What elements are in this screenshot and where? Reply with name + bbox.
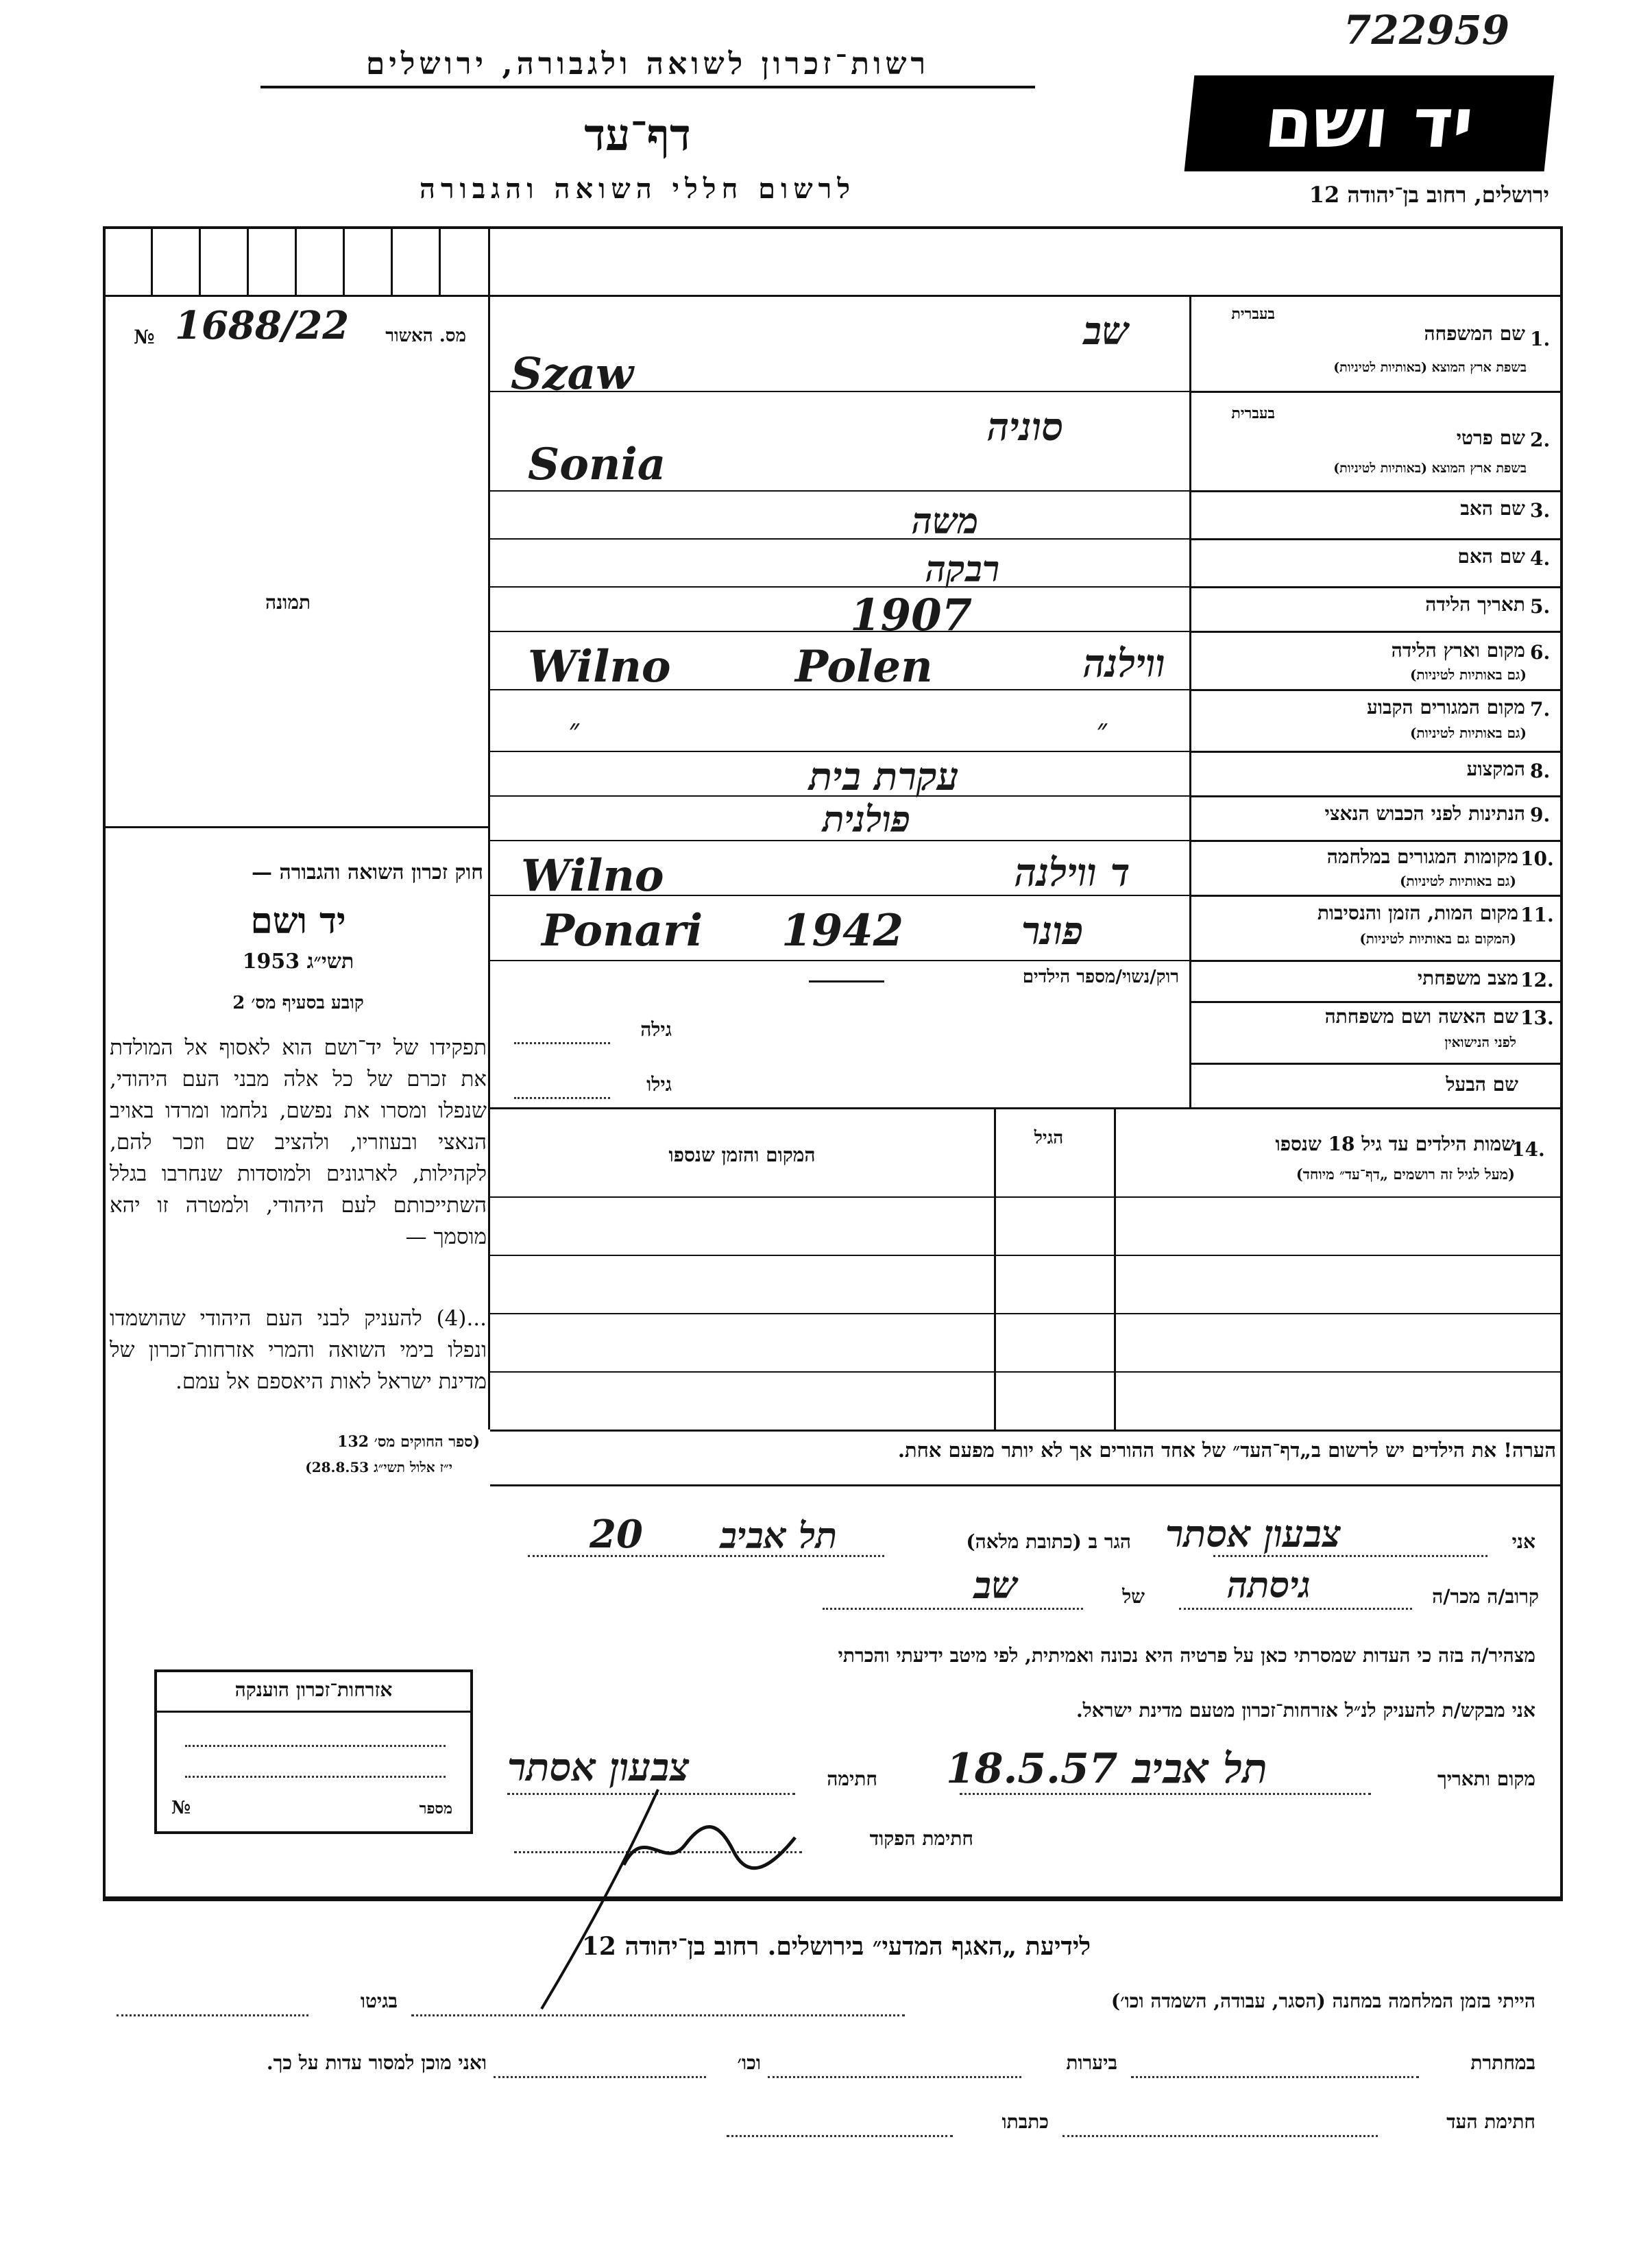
signature-label: חתימה [827,1768,877,1790]
children-col-divider-2 [1114,1107,1116,1430]
ghetto-line [117,2014,308,2016]
place-date-value: תל אביב 18.5.57 [946,1745,1268,1793]
law-reference-1: (ספר החוקים מס׳ 132 [337,1433,480,1451]
field-8-value: עקרת בית [809,754,959,799]
declarant-signature: צבעון אסתר [507,1745,690,1790]
law-heading: חוק זכרון השואה והגבורה — [252,860,483,884]
relation-line [1179,1608,1412,1610]
cell-divider [199,226,201,295]
law-paragraph-2: ...(4) להעניק לבני העם היהודי שהושמדו ונפלו בימי השואה והמרי אזרחות־זכרון של מדינת ישראל לאות היאספם אל עמם. [110,1306,487,1394]
relation-value: גיסתה [1227,1565,1311,1606]
underground-line [1131,2076,1419,2078]
field-12-number: 12. [1520,969,1554,991]
ghetto-label: בגיטו [360,1990,398,2012]
husband-label: שם הבעל [1446,1073,1518,1096]
field-2-number: 2. [1530,429,1551,451]
children-row-line [490,1313,1563,1314]
camp-line [411,2014,905,2016]
children-row-line [490,1255,1563,1256]
field-line [1189,795,1563,797]
law-year: תשי״ג 1953 [242,950,354,974]
law-section: קובע בסעיף מס׳ 2 [232,993,364,1013]
field-13-sublabel: לפני הנישואין [1444,1034,1516,1050]
citizenship-number-label: מספר [419,1800,452,1818]
field-10-latin-value: Wilno [521,850,664,902]
children-age-header: הגיל [1034,1128,1064,1148]
of-label: של [1122,1585,1145,1608]
place-date-line [960,1793,1371,1795]
witness-signature-label: חתימת העד [1446,2110,1535,2133]
field-6-latin-country: Polen [795,641,933,692]
field-1-latin-value: Szaw [511,348,634,400]
cell-divider [391,226,393,295]
yad-vashem-logo: יד ושם [1185,75,1555,171]
field-line [1189,631,1563,633]
field-7-number: 7. [1530,698,1551,721]
field-4-value: רבקה [925,548,1000,590]
field-line [1189,538,1563,540]
cell-divider [151,226,153,295]
camp-label: הייתי בזמן המלחמה במחנה (הסגר, עבודה, השמדה וכו׳) [1110,1990,1535,2012]
registry-label: מס. האשור [385,326,466,346]
law-paragraph-1: תפקידו של יד־ושם הוא לאסוף אל המולדת את זכרם של כל אלה מבני העם היהודי, שנפלו ומסרו את נפשם, נלחמו ומרדו באויב הנאצי ובעוזריו, ולהציב שם וזכר להם, לקהילות, לארגונים ולמוסדות שנחרבו בגלל השתייכותם לעם היהודי, ולמטרה זו יהא מוסמך — [110,1035,487,1249]
declarant-address: תל אביב [720,1515,838,1557]
children-row-line [490,1371,1563,1373]
citizenship-box-title: אזרחות־זכרון הוענקה [234,1678,393,1701]
field-3-value: משה [912,501,979,542]
field-7-ditto-1: ״ [569,713,580,745]
field-12-label: מצב משפחתי [1417,967,1518,989]
field-6-label: מקום וארץ הלידה [1391,639,1525,662]
field-4-label: שם האם [1457,545,1525,568]
field-2-latin-value: Sonia [528,439,666,490]
field-5-value: 1907 [850,590,973,641]
field-line [1189,490,1563,492]
answer-line [490,960,1189,961]
answer-line [490,538,1189,540]
cell-divider [343,226,345,295]
field-10-number: 10. [1520,847,1554,870]
relative-label: קרוב/ה מכר/ה [1432,1585,1539,1608]
witness-signature-line [1062,2135,1378,2137]
children-note: הערה! את הילדים יש לרשום ב„דף־העד״ של אחד ההורים אך לא יותר מפעם אחת. [897,1438,1556,1462]
field-10-hebrew-value: ד ווילנה [1015,850,1130,895]
field-1-latin-sublabel: בשפת ארץ המוצא (באותיות לטיניות) [1333,360,1527,375]
official-signature-label: חתימת הפקוד [869,1827,973,1850]
field-8-number: 8. [1530,760,1551,782]
field-line [1189,689,1563,691]
declarant-address-number: 20 [590,1512,643,1557]
field-2-hebrew-label: בעברית [1231,405,1275,422]
cell-divider [439,226,441,295]
intelligence-divider [103,1899,1563,1901]
request-text: אני מבקש/ת להעניק לנ״ל אזרחות־זכרון מטעם מדינת ישראל. [1076,1699,1535,1722]
field-1-hebrew-label: בעברית [1231,305,1275,323]
field-1-label: שם המשפחה [1424,322,1525,345]
field-9-label: הנתינות לפני הכבוש הנאצי [1324,802,1525,825]
etc-label: וכו׳ [737,2051,761,2074]
law-top-line [103,826,490,828]
children-number: 14. [1511,1138,1545,1161]
field-11-sublabel: (המקום גם באותיות לטיניות) [1359,930,1516,947]
archive-number: 722959 [1344,7,1510,53]
top-strip-line [103,295,1563,297]
field-7-sublabel: (גם באותיות לטיניות) [1409,725,1527,741]
registry-number: 1688/22 [175,303,350,348]
wife-age-label: גילה [640,1018,672,1041]
willing-to-testify: ואני מוכן למסור עדות על כך. [266,2051,487,2074]
law-reference-2: י״ז אלול תשי״ג 28.8.53) [305,1459,452,1475]
citizenship-no-sign: № [171,1798,191,1818]
field-line [1189,895,1563,897]
children-subtitle: (מעל לגיל זה רושמים „דף־עד״ מיוחד) [1296,1166,1515,1183]
field-8-label: המקצוע [1466,758,1525,780]
field-line [1189,960,1563,962]
children-place-header: המקום והזמן שנספו [668,1144,816,1166]
authority-title: רשות־זכרון לשואה ולגבורה, ירושלים [260,47,1035,88]
field-4-number: 4. [1530,547,1551,570]
declarant-address-label: הגר ב (כתובת מלאה) [966,1530,1131,1553]
husband-age-label: גילו [646,1073,672,1096]
field-11-label: מקום המות, הזמן והנסיבות [1317,902,1518,924]
field-7-ditto-2: ״ [1097,713,1108,745]
citizenship-box-rule [154,1711,473,1713]
field-9-number: 9. [1530,804,1551,826]
field-5-label: תאריך הלידה [1425,593,1525,616]
answer-line [490,751,1189,752]
field-3-number: 3. [1530,499,1551,522]
underground-label: במחתרת [1470,2051,1535,2074]
registry-no-sign: № [134,326,155,348]
cell-divider [295,226,297,295]
form-subtitle: לרשום חללי השואה והגבורה [419,173,856,205]
citizenship-box-line [185,1776,446,1778]
address-label: כתבתו [1001,2110,1049,2133]
field-10-sublabel: (גם באותיות לטיניות) [1399,873,1516,889]
field-11-year: 1942 [781,905,904,956]
field-6-number: 6. [1530,641,1551,664]
field-line [1189,840,1563,842]
field-13-number: 13. [1520,1006,1554,1029]
field-11-latin-value: Ponari [542,905,703,956]
law-logo: יד ושם [250,900,346,942]
field-2-label: שם פרטי [1456,426,1525,449]
field-11-number: 11. [1520,904,1554,926]
field-line [1189,751,1563,753]
forests-line [768,2076,1021,2078]
field-line [1189,1001,1563,1003]
field-12-prompt: רוק/נשוי/מספר הילדים [1022,967,1179,987]
children-col-divider-1 [994,1107,996,1430]
field-2-hebrew-value: סוניה [987,405,1064,450]
husband-age-blank [514,1097,610,1099]
of-name-line [823,1608,1083,1610]
field-1-number: 1. [1530,328,1551,350]
field-6-latin-city: Wilno [528,641,671,692]
note-bottom-line [490,1484,1563,1486]
field-13-label: שם האשה ושם משפחתה [1324,1005,1518,1028]
citizenship-box-line [185,1745,446,1747]
etc-line [494,2076,706,2078]
forests-label: ביערות [1066,2051,1117,2074]
field-line [1189,1063,1563,1065]
field-6-sublabel: (גם באותיות לטיניות) [1409,666,1527,683]
children-top-line [490,1107,1563,1109]
field-9-value: פולנית [823,799,911,841]
address-line [727,2135,953,2137]
label-column-divider [1189,295,1191,1107]
note-top-line [490,1430,1563,1432]
field-10-label: מקומות המגורים במלחמה [1326,845,1518,868]
field-line [1189,586,1563,588]
field-3-label: שם האב [1460,497,1525,520]
declarant-ani-label: אני [1511,1530,1535,1553]
form-title: דף־עד [584,110,691,161]
children-row-line [490,1196,1563,1198]
field-12-blank [809,980,884,982]
children-title: שמות הילדים עד גיל 18 שנספו [1275,1133,1515,1155]
field-1-hebrew-value: שב [1083,309,1129,354]
photo-label: תמונה [265,591,311,614]
field-11-hebrew-value: פונר [1021,908,1084,954]
answer-line [490,490,1189,492]
answer-line [490,586,1189,588]
intelligence-title: לידיעת „האגף המדעי״ בירושלים. רחוב בן־יהודה 12 [581,1932,1091,1961]
place-date-label: מקום ותאריך [1437,1768,1535,1790]
declarant-name: צבעון אסתר [1165,1512,1341,1556]
field-5-number: 5. [1530,595,1551,618]
header-address: ירושלים, רחוב בן־יהודה 12 [1309,182,1549,208]
answer-line [490,631,1189,632]
field-line [1189,391,1563,393]
declaration-text: מצהיר/ה בזה כי העדות שמסרתי כאן על פרטיה היא נכונה ואמיתית, לפי מיטב ידיעתי והכרתי [838,1644,1535,1667]
field-2-latin-sublabel: בשפת ארץ המוצא (באותיות לטיניות) [1333,461,1527,476]
of-name-value: שב [973,1563,1018,1607]
field-7-label: מקום המגורים הקבוע [1367,696,1525,719]
field-6-hebrew-value: ווילנה [1083,641,1165,686]
cell-divider [247,226,249,295]
wife-age-blank [514,1042,610,1044]
